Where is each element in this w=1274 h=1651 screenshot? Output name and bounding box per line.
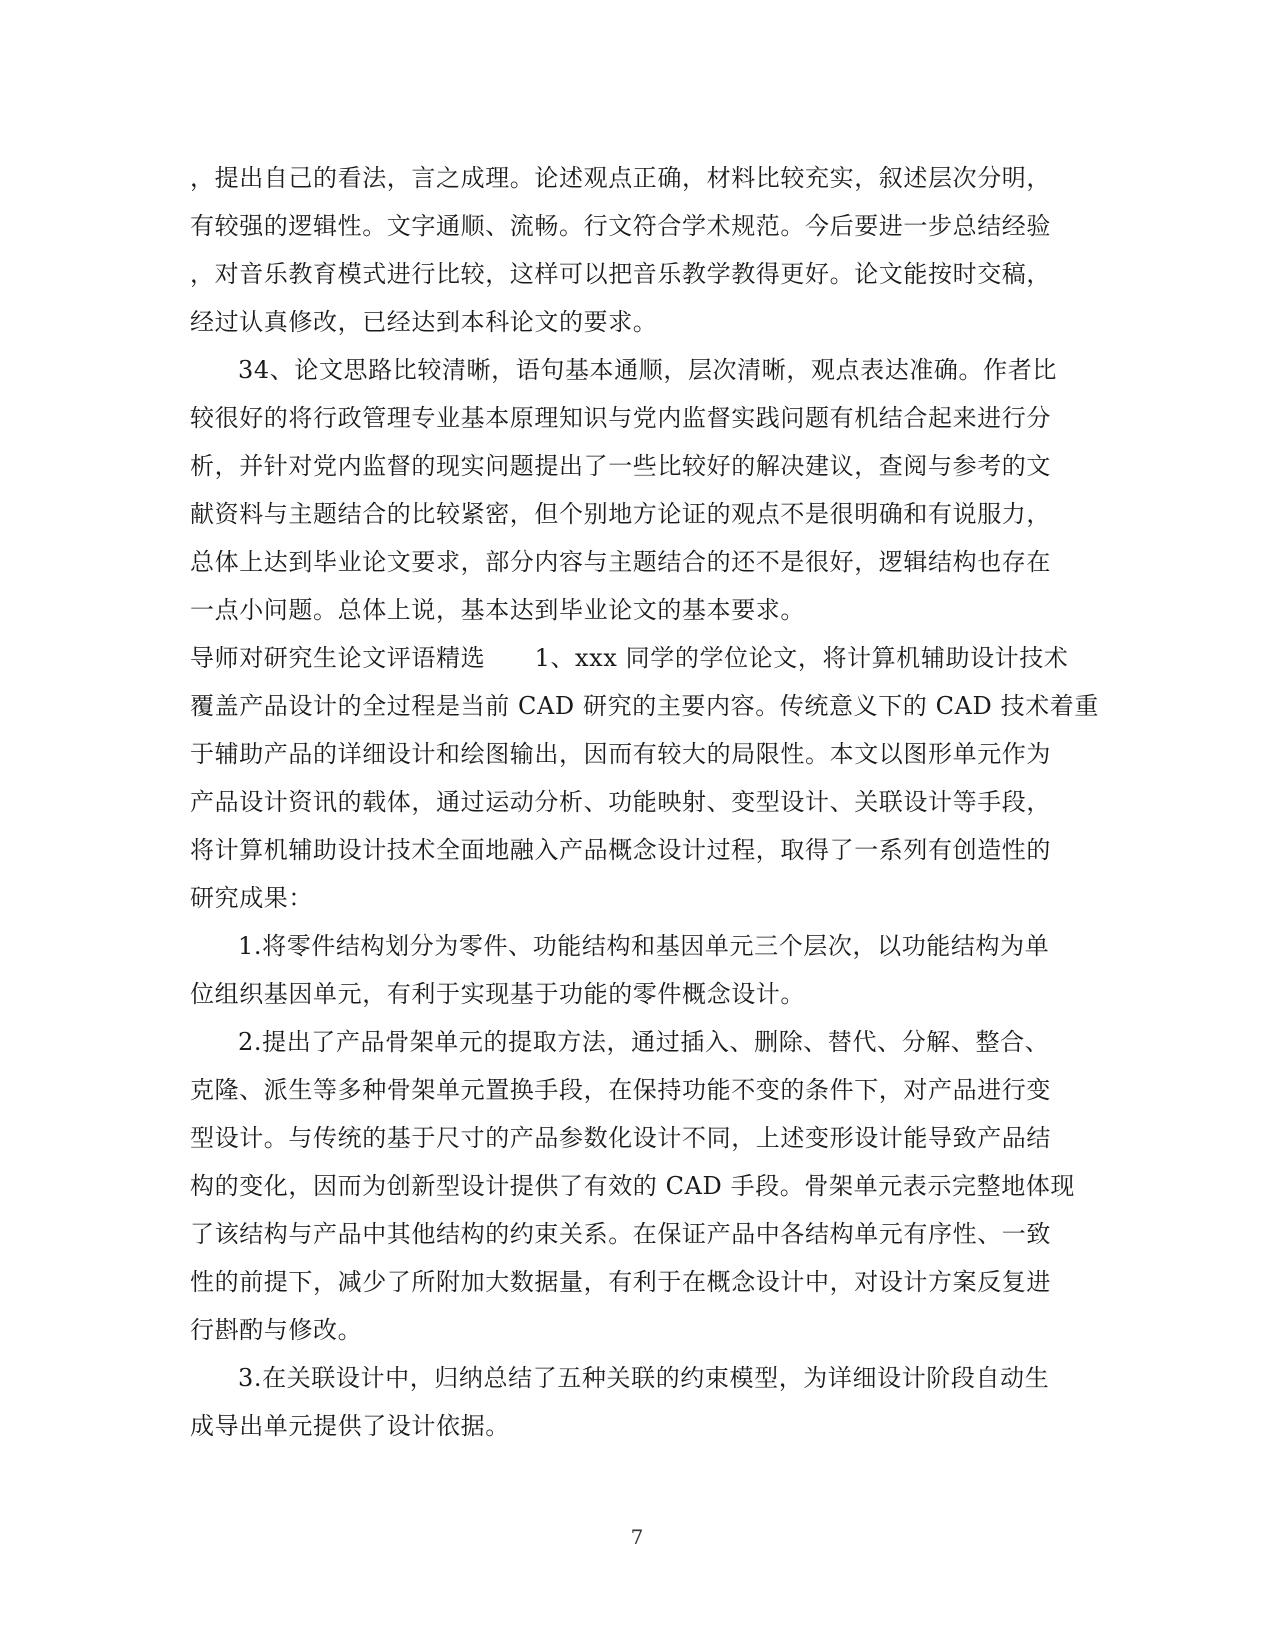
text-line: 析，并针对党内监督的现实问题提出了一些比较好的解决建议，查阅与参考的文 [190, 452, 1051, 480]
section-heading-line: 导师对研究生论文评语精选 1、xxx 同学的学位论文，将计算机辅助设计技术 [190, 644, 1069, 672]
text-line: 型设计。与传统的基于尺寸的产品参数化设计不同，上述变形设计能导致产品结 [190, 1124, 1051, 1152]
text-line: 总体上达到毕业论文要求，部分内容与主题结合的还不是很好，逻辑结构也存在 [190, 548, 1051, 576]
text-line: 覆盖产品设计的全过程是当前 CAD 研究的主要内容。传统意义下的 CAD 技术着重 [190, 692, 1099, 720]
text-line: 性的前提下，减少了所附加大数据量，有利于在概念设计中，对设计方案反复进 [190, 1268, 1051, 1296]
text-line: 行斟酌与修改。 [190, 1316, 363, 1344]
list-item-line: 2.提出了产品骨架单元的提取方法，通过插入、删除、替代、分解、整合、 [238, 1028, 1050, 1056]
page-number: 7 [630, 1525, 644, 1549]
text-line: ，提出自己的看法，言之成理。论述观点正确，材料比较充实，叙述层次分明， [190, 164, 1051, 192]
text-line: 克隆、派生等多种骨架单元置换手段，在保持功能不变的条件下，对产品进行变 [190, 1076, 1051, 1104]
list-item-line: 1.将零件结构划分为零件、功能结构和基因单元三个层次，以功能结构为单 [238, 932, 1050, 960]
text-line: 成导出单元提供了设计依据。 [190, 1412, 510, 1440]
text-line: 产品设计资讯的载体，通过运动分析、功能映射、变型设计、关联设计等手段， [190, 788, 1051, 816]
text-line: 经过认真修改，已经达到本科论文的要求。 [190, 308, 658, 336]
text-line: 有较强的逻辑性。文字通顺、流畅。行文符合学术规范。今后要进一步总结经验 [190, 212, 1051, 240]
text-line: 将计算机辅助设计技术全面地融入产品概念设计过程，取得了一系列有创造性的 [190, 836, 1051, 864]
list-item-line: 3.在关联设计中，归纳总结了五种关联的约束模型，为详细设计阶段自动生 [238, 1364, 1050, 1392]
document-body [190, 154, 1099, 1450]
text-line: 研究成果： [190, 884, 313, 912]
paragraph-start-line: 34、论文思路比较清晰，语句基本通顺，层次清晰，观点表达准确。作者比 [238, 356, 1057, 384]
text-line: 献资料与主题结合的比较紧密，但个别地方论证的观点不是很明确和有说服力， [190, 500, 1051, 528]
text-line: 了该结构与产品中其他结构的约束关系。在保证产品中各结构单元有序性、一致 [190, 1220, 1051, 1248]
text-line: 于辅助产品的详细设计和绘图输出，因而有较大的局限性。本文以图形单元作为 [190, 740, 1051, 768]
text-line: 构的变化，因而为创新型设计提供了有效的 CAD 手段。骨架单元表示完整地体现 [190, 1172, 1075, 1200]
text-line: 较很好的将行政管理专业基本原理知识与党内监督实践问题有机结合起来进行分 [190, 404, 1051, 432]
text-line: 位组织基因单元，有利于实现基于功能的零件概念设计。 [190, 980, 805, 1008]
text-line: 一点小问题。总体上说，基本达到毕业论文的基本要求。 [190, 596, 805, 624]
text-line: ，对音乐教育模式进行比较，这样可以把音乐教学教得更好。论文能按时交稿， [190, 260, 1051, 288]
